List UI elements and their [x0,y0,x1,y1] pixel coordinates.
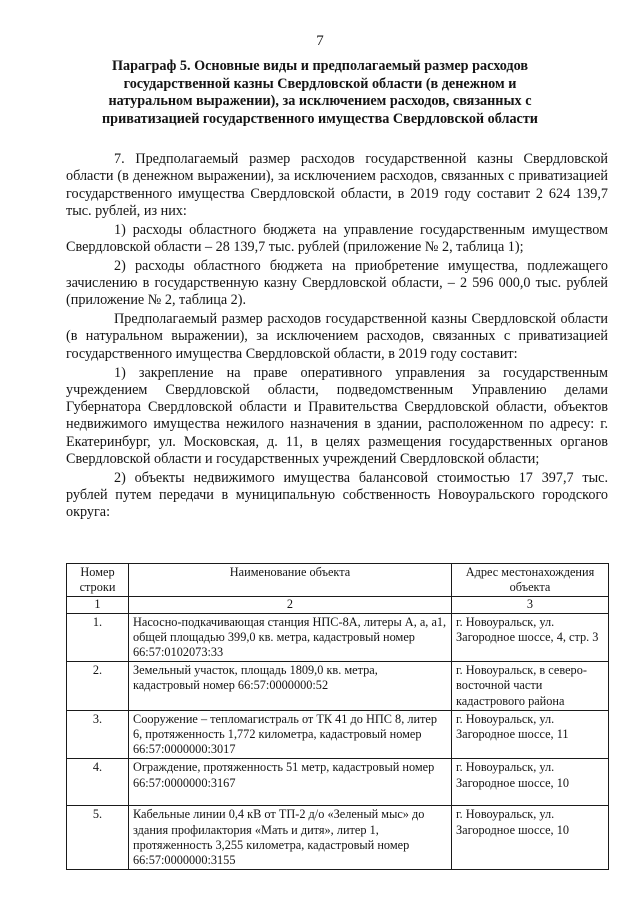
row-number: 3. [67,710,129,759]
row-number: 1. [67,613,129,662]
object-name: Ограждение, протяженность 51 метр, кадастровый номер 66:57:0000000:3167 [129,759,452,806]
object-address: г. Новоуральск, ул. Загородное шоссе, 11 [452,710,609,759]
row-number: 2. [67,662,129,711]
paragraph-natural-item-1: 1) закрепление на праве оперативного управления за государственным учреждением Свердловской области, подведомственным Управлению делами Губернатора Свердловской области и Правительства Свердловской области, объектов недвижимого имущества нежилого назначения в здании, расположенном по адресу: г. Екатеринбург, ул. Московская, д. 11, в целях размещения государственных органов Свердловской области и государственных учреждений Свердловской области; [66,364,608,468]
object-name: Кабельные линии 0,4 кВ от ТП-2 д/о «Зеленый мыс» до здания профилактория «Мать и дитя», литер 1, протяженность 3,255 километра, кадастровый номер 66:57:0000000:3155 [129,806,452,870]
row-number: 5. [67,806,129,870]
paragraph-7: 7. Предполагаемый размер расходов государственной казны Свердловской области (в денежном выражении), за исключением расходов, связанных с приватизацией государственного имущества Свердловской области, в 2019 году составит 2 624 139,7 тыс. рублей, из них: [66,151,608,219]
object-address: г. Новоуральск, ул. Загородное шоссе, 10 [452,759,609,806]
paragraph-natural-item-2: 2) объекты недвижимого имущества балансовой стоимостью 17 397,7 тыс. рублей путем передачи в муниципальную собственность Новоуральского городского округа: [66,469,608,521]
column-number: 3 [452,597,609,613]
object-name: Насосно-подкачивающая станция НПС-8А, литеры А, а, а1, общей площадью 399,0 кв. метра, кадастровый номер 66:57:0102073:33 [129,613,452,662]
header-object-name: Наименование объекта [129,564,452,597]
object-address: г. Новоуральск, ул. Загородное шоссе, 4, стр. 3 [452,613,609,662]
objects-table [66,563,609,870]
table-column-numbers-row [67,597,609,613]
table-header-row [67,564,609,597]
paragraph-item-2: 2) расходы областного бюджета на приобретение имущества, подлежащего зачислению в государственную казну Свердловской области, – 2 596 000,0 тыс. рублей (приложение № 2, таблица 2). [66,257,608,309]
column-number: 1 [67,597,129,613]
table-row [67,710,609,759]
table-row [67,806,609,870]
header-row-number: Номер строки [67,564,129,597]
body-text [66,151,608,523]
table-row [67,613,609,662]
table-row [67,759,609,806]
object-address: г. Новоуральск, в северо-восточной части кадастрового района [452,662,609,711]
row-number: 4. [67,759,129,806]
header-object-address: Адрес местонахождения объекта [452,564,609,597]
table-row [67,662,609,711]
section-heading: Параграф 5. Основные виды и предполагаемый размер расходов государственной казны Свердловской области (в денежном и натуральном выражении), за исключением расходов, связанных с приватизацией государственного имущества Свердловской области [102,58,538,127]
paragraph-item-1: 1) расходы областного бюджета на управление государственным имуществом Свердловской области – 28 139,7 тыс. рублей (приложение № 2, таблица 1); [66,221,608,255]
object-address: г. Новоуральск, ул. Загородное шоссе, 10 [452,806,609,870]
object-name: Земельный участок, площадь 1809,0 кв. метра, кадастровый номер 66:57:0000000:52 [129,662,452,711]
column-number: 2 [129,597,452,613]
paragraph-natural: Предполагаемый размер расходов государственной казны Свердловской области (в натуральном выражении), за исключением расходов, связанных с приватизацией государственного имущества Свердловской области, в 2019 году составит: [66,311,608,362]
object-name: Сооружение – тепломагистраль от ТК 41 до НПС 8, литер 6, протяженность 1,772 километра, кадастровый номер 66:57:0000000:3017 [129,710,452,759]
page-number: 7 [316,33,324,49]
